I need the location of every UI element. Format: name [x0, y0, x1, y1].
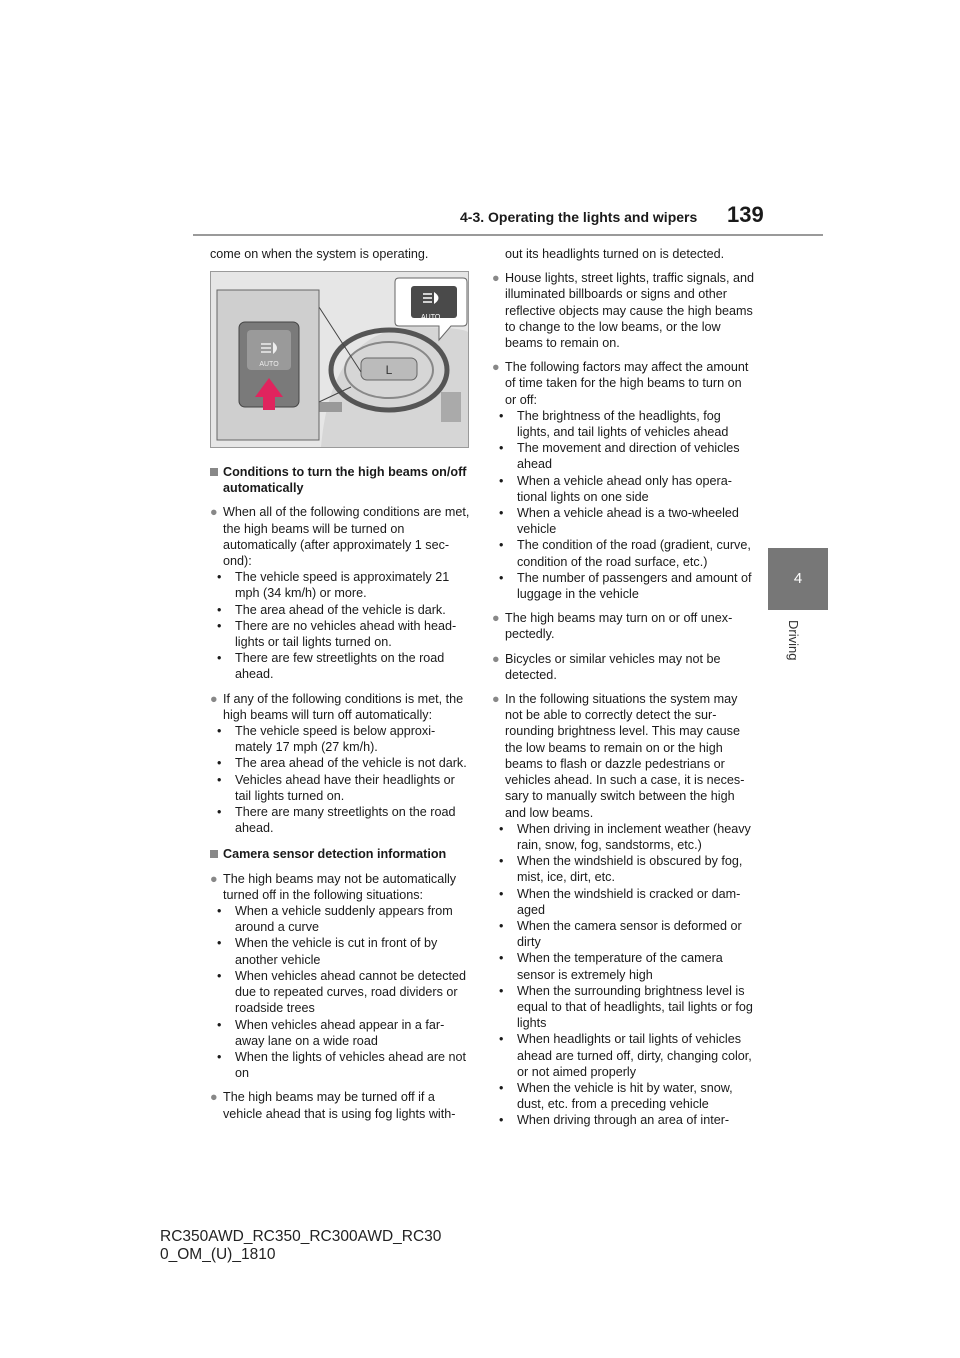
- list-item: • When driving through an area of inter-: [499, 1113, 730, 1128]
- left-column-body: [210, 464, 472, 1122]
- document-code: [160, 1228, 441, 1264]
- list-item: • The area ahead of the vehicle is dark.: [217, 602, 446, 617]
- heading-camera-sensor: Camera sensor detection information: [210, 846, 472, 862]
- document-code-line2: 0_OM_(U)_1810: [160, 1246, 276, 1263]
- list-item: • When the vehicle is cut in front of by another vehicle: [217, 936, 438, 967]
- bullet-brightness-detection: ● In the following situations the system may not be able to correctly detect the sur-rounding brightness level. This may cause the low beams to remain on or the high beams to flash or dazzle pedestrians or vehicles ahead. In such a case, it is neces-sary to manually switch between the high and low beams.: [492, 692, 745, 820]
- list-item: • When the temperature of the camera sensor is extremely high: [499, 951, 723, 982]
- list-item: • When driving in inclement weather (heavy rain, snow, fog, sandstorms, etc.): [499, 821, 751, 852]
- dashboard-illustration: [211, 272, 468, 447]
- chapter-tab: 4: [768, 548, 828, 610]
- bullet-dot-icon: ●: [492, 271, 500, 286]
- chapter-label: Driving: [786, 620, 801, 661]
- list-item: • When the windshield is cracked or dam-aged: [499, 886, 741, 917]
- heading-conditions: Conditions to turn the high beams on/off automatically: [210, 464, 472, 496]
- list-item: • When a vehicle ahead is a two-wheeled vehicle: [499, 506, 739, 537]
- bullet-dot-icon: ●: [210, 871, 218, 886]
- lead-text: come on when the system is operating.: [210, 247, 429, 261]
- list-item: • When the lights of vehicles ahead are not on: [217, 1049, 467, 1081]
- bullet-on-conditions: ● When all of the following conditions are met, the high beams will be turned on automatically (after approximately 1 sec-ond):: [210, 505, 470, 569]
- header-rule: [193, 234, 823, 236]
- bullet-reflective-objects: ● House lights, street lights, traffic signals, and illuminated billboards or signs and other reflective objects may cause the high beams to change to the low beams, or the low beams to remain on.: [492, 271, 754, 351]
- list-item: • The brightness of the headlights, fog lights, and tail lights of vehicles ahead: [499, 408, 729, 440]
- list-item: • When vehicles ahead cannot be detected due to repeated curves, road dividers or roadside trees: [217, 968, 467, 1016]
- list-item: • When the camera sensor is deformed or dirty: [499, 918, 742, 950]
- bullet-dot-icon: ●: [492, 360, 500, 375]
- list-item: • There are many streetlights on the road ahead.: [217, 805, 456, 836]
- list-item: • Vehicles ahead have their headlights or tail lights turned on.: [217, 772, 455, 803]
- bullet-unexpected: ● The high beams may turn on or off unex-pectedly.: [492, 611, 733, 642]
- list-item: • The condition of the road (gradient, curve, condition of the road surface, etc.): [499, 538, 751, 569]
- list-item: • When the surrounding brightness level is equal to that of headlights, tail lights or fog lights: [499, 983, 753, 1031]
- auto-high-beam-figure: [210, 271, 469, 448]
- list-item: • There are few streetlights on the road ahead.: [217, 651, 445, 682]
- list-item: • When the vehicle is hit by water, snow, dust, etc. from a preceding vehicle: [499, 1080, 733, 1112]
- list-item: • The area ahead of the vehicle is not dark.: [217, 756, 467, 771]
- list-item: • When a vehicle ahead only has opera-tional lights on one side: [499, 473, 732, 504]
- page-number: 139: [727, 202, 764, 227]
- bullet-dot-icon: ●: [492, 692, 500, 707]
- bullet-dot-icon: ●: [210, 691, 218, 706]
- list-item: • When a vehicle suddenly appears from around a curve: [217, 904, 453, 935]
- list-item: • The vehicle speed is approximately 21 mph (34 km/h) or more.: [217, 570, 450, 601]
- list-item: • The movement and direction of vehicles ahead: [499, 441, 740, 472]
- list-item: • There are no vehicles ahead with head-lights or tail lights turned on.: [217, 618, 457, 650]
- list-item: • When headlights or tail lights of vehicles ahead are turned off, dirty, changing color, or not aimed properly: [499, 1032, 752, 1079]
- bullet-dot-icon: ●: [492, 611, 500, 626]
- bullet-not-turned-off: ● The high beams may not be automatically turned off in the following situations:: [210, 871, 457, 902]
- bullet-off-conditions: ● If any of the following conditions is met, the high beams will turn off automatically:: [210, 691, 464, 722]
- continued-text: out its headlights turned on is detected.: [505, 247, 725, 261]
- document-code-line1: RC350AWD_RC350_RC300AWD_RC30: [160, 1228, 442, 1245]
- list-item: • When vehicles ahead appear in a far-away lane on a wide road: [217, 1017, 445, 1048]
- bullet-dot-icon: ●: [492, 651, 500, 666]
- list-item: • The number of passengers and amount of luggage in the vehicle: [499, 570, 752, 602]
- list-item: • When the windshield is obscured by fog, mist, ice, dirt, etc.: [499, 854, 743, 885]
- bullet-dot-icon: ●: [210, 505, 218, 520]
- section-title: 4-3. Operating the lights and wipers: [460, 209, 698, 225]
- list-item: • The vehicle speed is below approxi-mately 17 mph (27 km/h).: [217, 724, 436, 755]
- bullet-dot-icon: ●: [210, 1090, 218, 1105]
- svg-text:L: L: [385, 363, 393, 377]
- bullet-bicycles: ● Bicycles or similar vehicles may not be detected.: [492, 651, 721, 682]
- bullet-fog-lights: ● The high beams may be turned off if a vehicle ahead that is using fog lights with-: [210, 1090, 456, 1121]
- auto-badge-text: AUTO: [421, 314, 441, 321]
- right-column: [492, 246, 754, 1129]
- bullet-time-factors: ● The following factors may affect the amount of time taken for the high beams to turn on or off:: [492, 360, 749, 407]
- svg-text:AUTO: AUTO: [259, 361, 279, 368]
